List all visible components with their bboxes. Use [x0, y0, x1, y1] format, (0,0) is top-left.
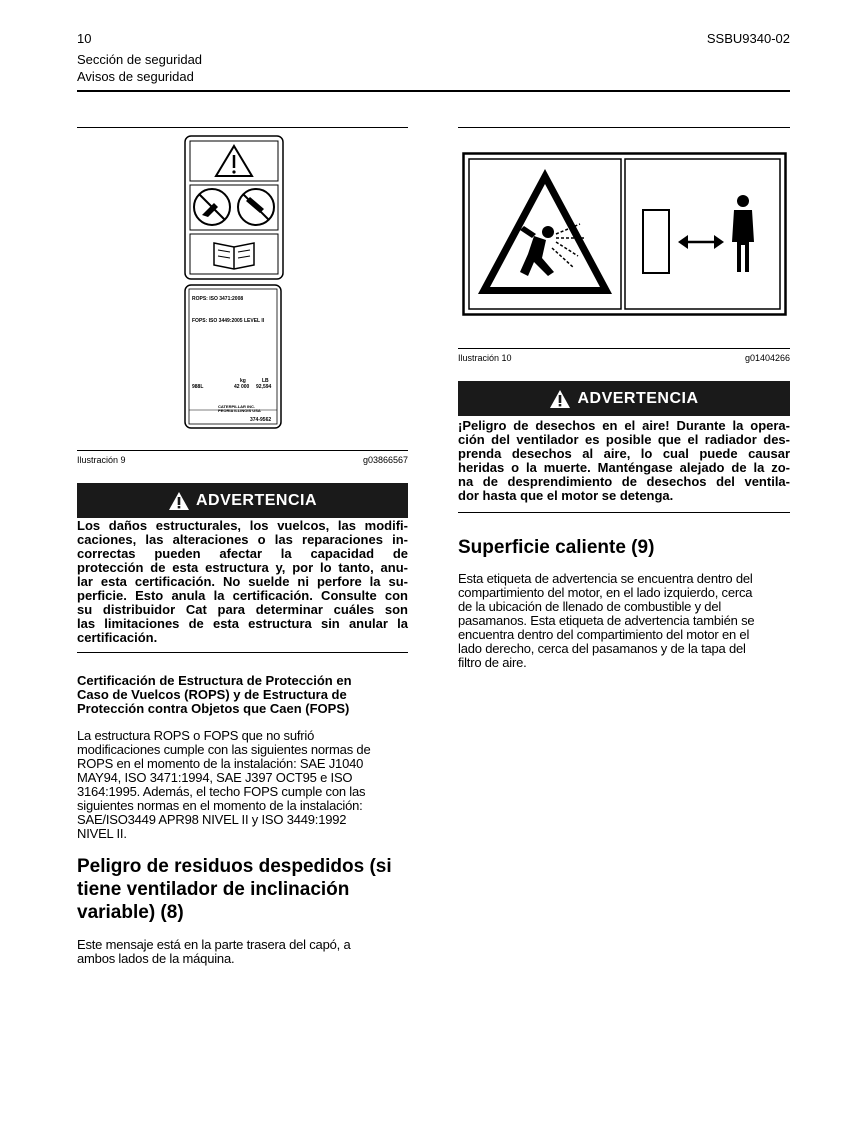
flying-debris-body: [77, 938, 408, 966]
figure10-top-rule: [458, 127, 790, 128]
heading-line: Caso de Vuelcos (ROPS) y de Estructura de: [77, 687, 347, 702]
manufacturer: CATERPILLAR INC.: [218, 404, 256, 409]
body-line: lado derecho, cerca del pasamanos y de la tapa del: [458, 641, 746, 656]
body-line: de la ubicación de llenado de combustible y del: [458, 599, 722, 614]
warning-line: ¡Peligro de desechos en el aire! Durante la opera-: [458, 418, 790, 433]
body-line: MAY94, ISO 3471:1994, SAE J397 OCT95 e ISO: [77, 770, 353, 785]
figure9-top-rule: [77, 127, 408, 128]
warning-triangle-icon: [168, 491, 190, 511]
warning-line: perficie. Esto anula la certificación. Consulte con: [77, 588, 408, 603]
warning-line: na de desprendimiento de desechos del ventila-: [458, 474, 790, 489]
body-line: modificaciones cumple con las siguientes normas de: [77, 742, 371, 757]
warning-line: ción del ventilador es posible que el radiador des-: [458, 432, 790, 447]
body-line: Esta etiqueta de advertencia se encuentra dentro del: [458, 571, 753, 586]
section-heading-hot-surface: Superficie caliente (9): [458, 537, 655, 558]
warning-line: protección de esta estructura y, por lo tanto, anu-: [77, 560, 408, 575]
warning-line: Los daños estructurales, los vuelcos, las modifi-: [77, 518, 408, 533]
rops-standard: ROPS: ISO 3471:2008: [192, 296, 244, 302]
kg-unit: kg: [240, 378, 246, 384]
body-line: ambos lados de la máquina.: [77, 951, 235, 966]
header-divider: [77, 90, 790, 92]
rops-certification-plate: [184, 284, 283, 430]
body-line: encuentra dentro del compartimiento del motor en el: [458, 627, 750, 642]
warning-line: las limitaciones de esta estructura sin anular la: [77, 616, 408, 631]
subsection-title: Avisos de seguridad: [77, 69, 194, 84]
heading-line: Protección contra Objetos que Caen (FOPS): [77, 701, 350, 716]
figure10-bottom-rule: [458, 348, 790, 349]
lb-value: 92,594: [256, 384, 272, 390]
warning-title: ADVERTENCIA: [577, 389, 699, 407]
certification-heading: [77, 674, 408, 716]
heading-line: Certificación de Estructura de Protección en: [77, 673, 352, 688]
figure10-caption: Ilustración 10: [458, 353, 512, 363]
warning-line: dor hasta que el motor se detenga.: [458, 488, 674, 503]
body-line: NIVEL II.: [77, 826, 127, 841]
warning-line: certificación.: [77, 630, 158, 645]
page-number: 10: [77, 31, 92, 46]
hot-surface-body: [458, 572, 790, 670]
warning-line: lar esta certificación. No suelde ni perfore la su-: [77, 574, 408, 589]
heading-line: variable) (8): [77, 902, 184, 923]
model-number: 988L: [192, 384, 204, 390]
section-title: Sección de seguridad: [77, 52, 203, 67]
body-line: 3164:1995. Además, el techo FOPS cumple con las: [77, 784, 366, 799]
warning-text: [77, 519, 408, 645]
body-line: filtro de aire.: [458, 655, 527, 670]
body-line: SAE/ISO3449 APR98 NIVEL II y ISO 3449:1992: [77, 812, 347, 827]
part-number: 374-9562: [250, 417, 272, 423]
figure9-bottom-rule: [77, 450, 408, 451]
warning-bottom-rule: [458, 512, 790, 513]
warning-line: heridas o la muerte. Manténgase alejado de la zo-: [458, 460, 790, 475]
warning-title: ADVERTENCIA: [195, 491, 318, 509]
heading-line: Peligro de residuos despedidos (si: [77, 856, 392, 877]
warning-line: caciones, las alteraciones o las reparaciones in-: [77, 532, 408, 547]
warning-banner: [458, 381, 790, 416]
kg-value: 42 000: [234, 384, 250, 390]
safety-pictograph-label: [184, 135, 284, 280]
lb-unit: LB: [262, 378, 269, 384]
manufacturer-location: PEORIA ILLINOIS USA: [218, 408, 261, 413]
figure9-code: g03866567: [362, 455, 408, 465]
flying-debris-safety-label: [462, 152, 787, 317]
body-line: compartimiento del motor, en el lado izquierdo, cerca: [458, 585, 753, 600]
document-code: SSBU9340-02: [706, 31, 790, 46]
body-line: siguientes normas en el momento de la instalación:: [77, 798, 363, 813]
section-heading-flying-debris: [77, 855, 417, 924]
body-line: pasamanos. Esta etiqueta de advertencia también se: [458, 613, 755, 628]
warning-line: su distribuidor Cat para determinar cuáles son: [77, 602, 408, 617]
warning-bottom-rule: [77, 652, 408, 653]
body-line: La estructura ROPS o FOPS que no sufrió: [77, 728, 315, 743]
heading-line: tiene ventilador de inclinación: [77, 879, 350, 900]
warning-triangle-icon: [549, 389, 571, 409]
figure10-code: g01404266: [744, 353, 790, 363]
warning-line: correctas pueden afectar la capacidad de: [77, 546, 408, 561]
body-line: Este mensaje está en la parte trasera del capó, a: [77, 937, 351, 952]
warning-banner: [77, 483, 408, 518]
certification-body: [77, 729, 408, 841]
figure9-caption: Ilustración 9: [77, 455, 126, 465]
warning-line: prenda desechos al aire, lo cual puede causar: [458, 446, 790, 461]
body-line: ROPS en el momento de la instalación: SAE J1040: [77, 756, 364, 771]
fops-standard: FOPS: ISO 3449:2005 LEVEL II: [192, 318, 265, 324]
warning-text: [458, 419, 790, 503]
